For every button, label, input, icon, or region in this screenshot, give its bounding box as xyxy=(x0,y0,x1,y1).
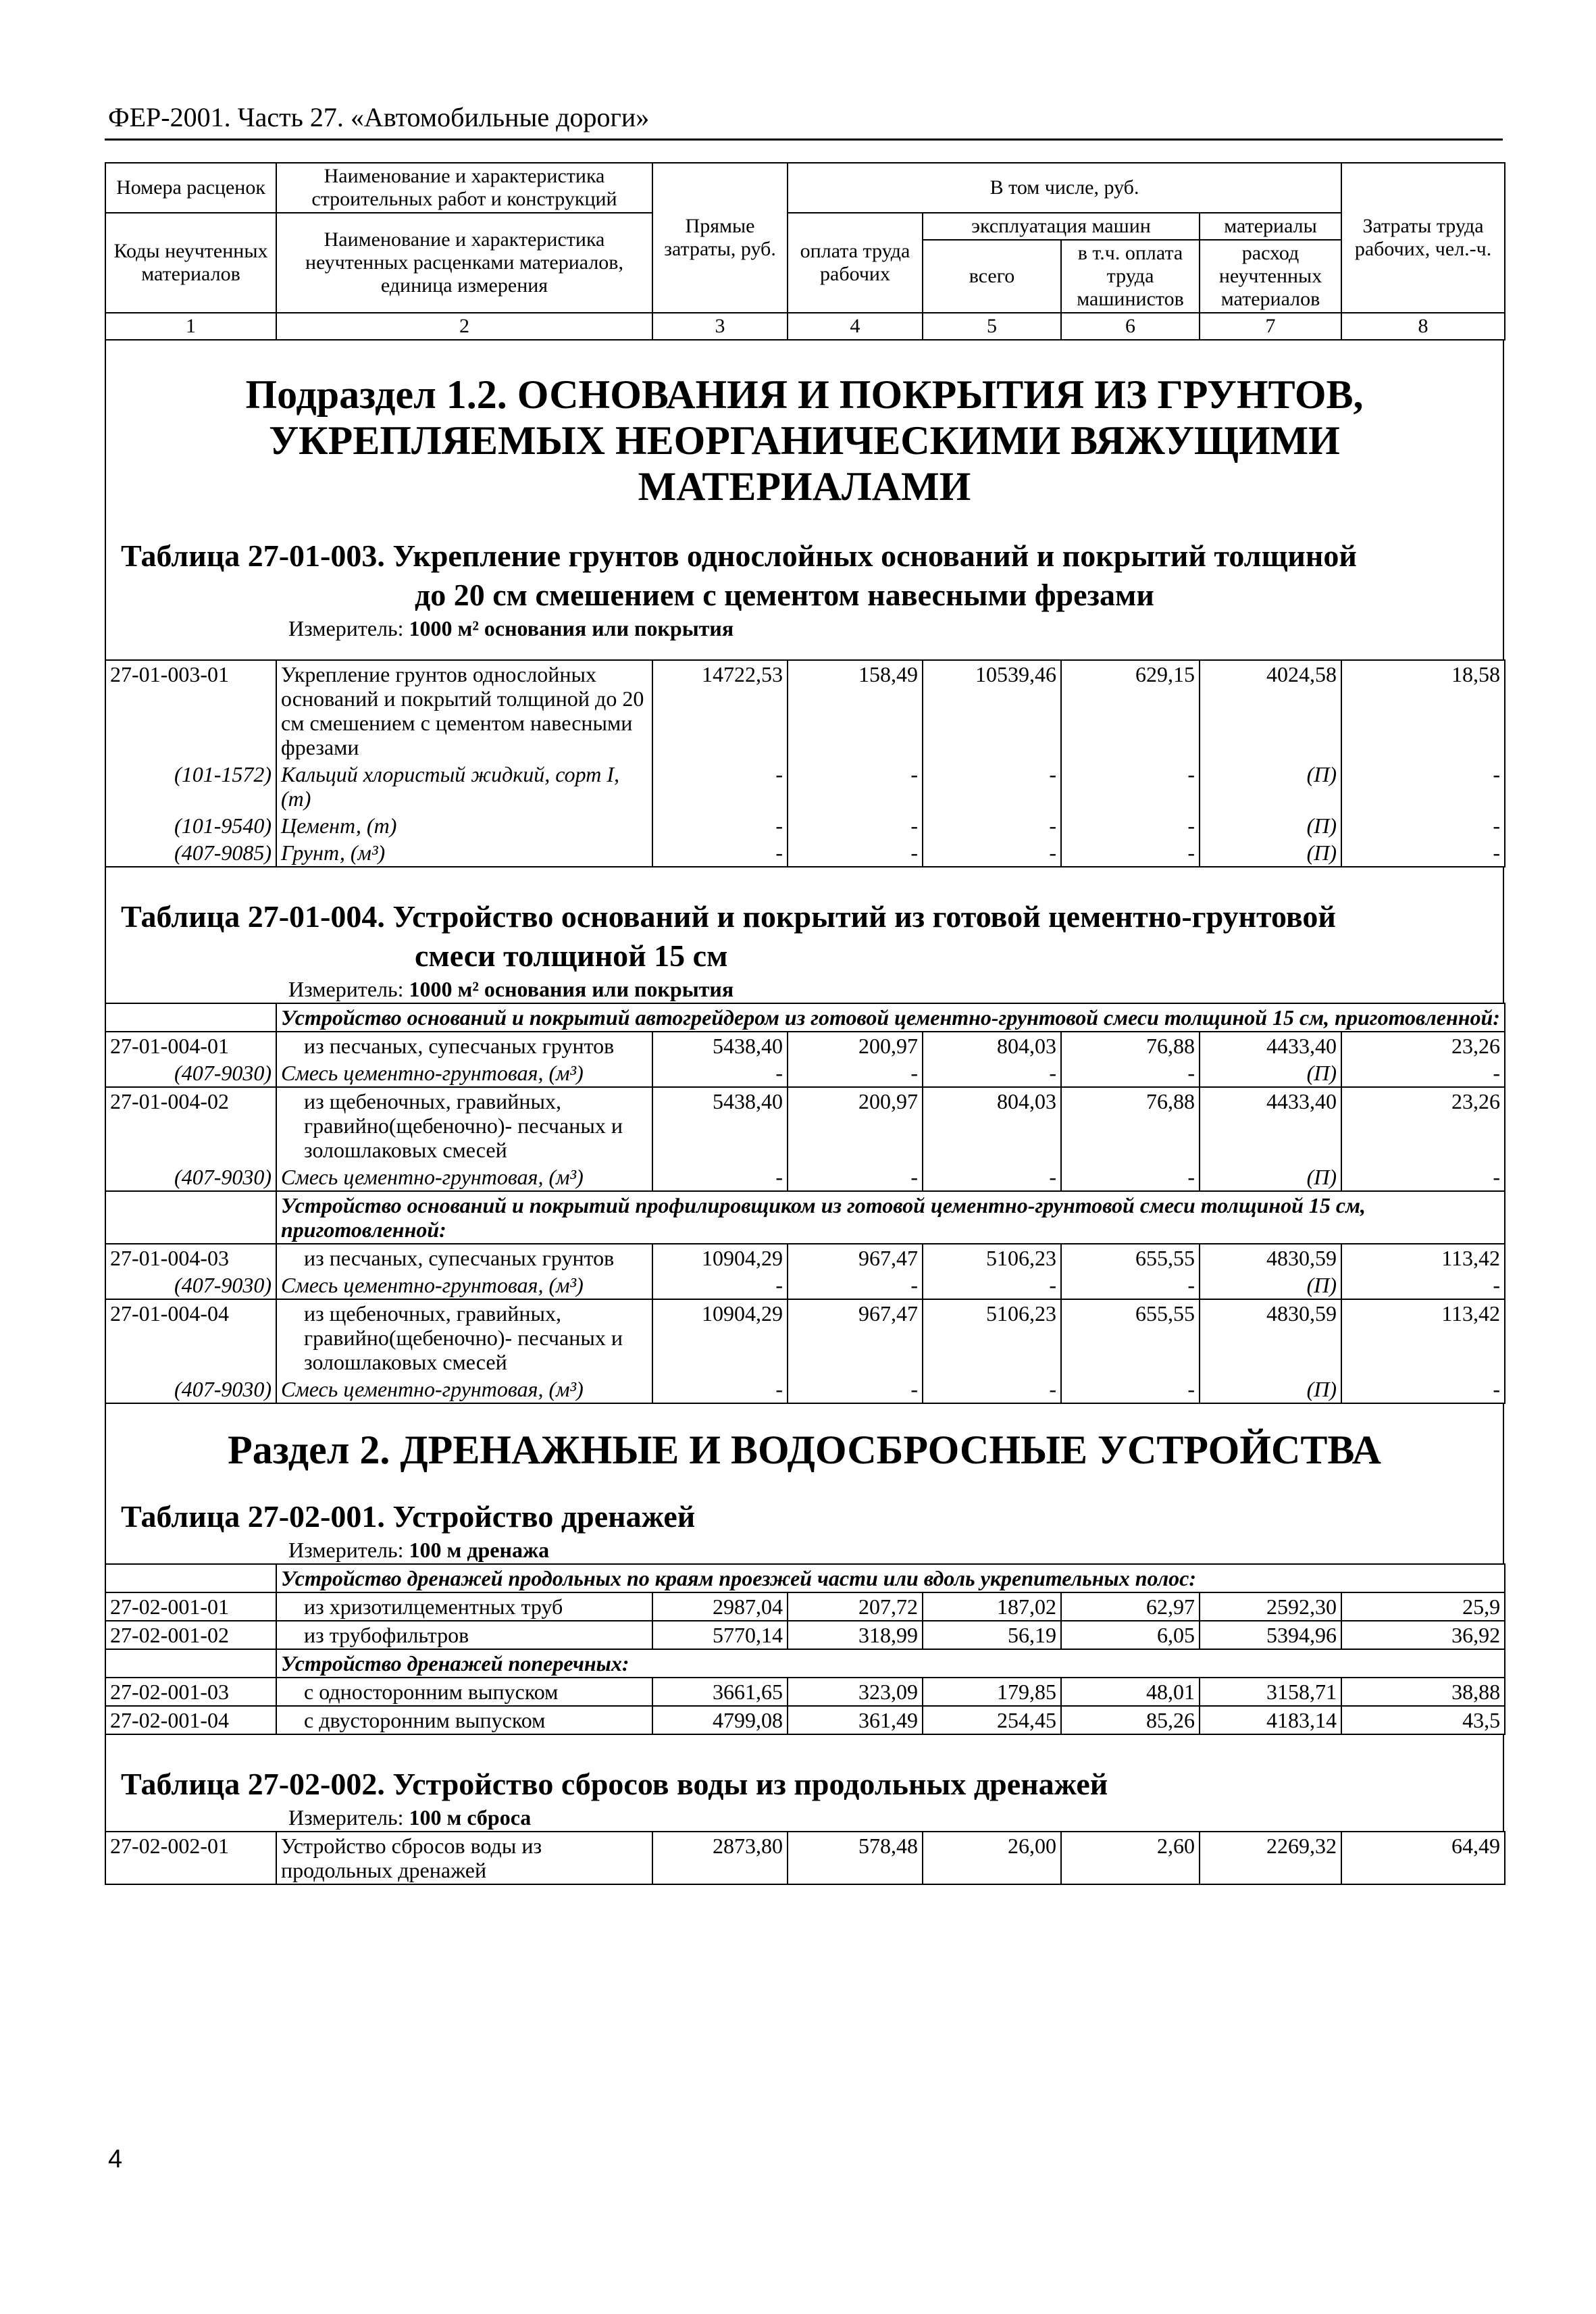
labor-hours: 43,5 xyxy=(1341,1706,1505,1734)
table-row xyxy=(105,1592,1505,1621)
materials-cost: 3158,71 xyxy=(1200,1678,1341,1706)
material-name: Цемент, (т) xyxy=(276,812,652,839)
machines-total: 804,03 xyxy=(923,1087,1061,1163)
measure-line: Измеритель: 100 м сброса xyxy=(288,1805,532,1830)
dash: - xyxy=(923,812,1061,839)
table-row xyxy=(105,1621,1505,1649)
machinists-cost: 2,60 xyxy=(1061,1832,1200,1884)
dash: - xyxy=(1061,1272,1200,1299)
machines-total: 179,85 xyxy=(923,1678,1061,1706)
col1-bottom-header: Коды неучтенных материалов xyxy=(105,213,276,313)
dash: - xyxy=(1341,1272,1505,1299)
machines-total: 56,19 xyxy=(923,1621,1061,1649)
direct-cost: 5438,40 xyxy=(652,1032,788,1059)
col-number: 7 xyxy=(1200,313,1341,340)
rate-code: 27-02-001-02 xyxy=(105,1621,276,1649)
rate-name: с двусторонним выпуском xyxy=(276,1706,652,1734)
dash: - xyxy=(788,1059,923,1087)
table-27-02-001 xyxy=(105,1563,1505,1735)
group-header: В том числе, руб. xyxy=(788,163,1341,213)
machines-total: 26,00 xyxy=(923,1832,1061,1884)
table-27-01-004 xyxy=(105,1003,1505,1404)
unaccounted-mark: (П) xyxy=(1200,1163,1341,1191)
dash: - xyxy=(652,1059,788,1087)
dash: - xyxy=(788,761,923,812)
machines-total: 5106,23 xyxy=(923,1299,1061,1376)
col-number: 5 xyxy=(923,313,1061,340)
dash: - xyxy=(652,1272,788,1299)
labor-cost: 200,97 xyxy=(788,1087,923,1163)
rate-name: из песчаных, супесчаных грунтов xyxy=(276,1032,652,1059)
material-code: (407-9030) xyxy=(105,1272,276,1299)
material-code: (101-1572) xyxy=(105,761,276,812)
material-name: Смесь цементно-грунтовая, (м³) xyxy=(276,1059,652,1087)
table-row xyxy=(105,660,1505,761)
col4-header: оплата труда рабочих xyxy=(788,213,923,313)
dash: - xyxy=(1341,839,1505,867)
labor-hours: 23,26 xyxy=(1341,1087,1505,1163)
dash: - xyxy=(1341,1376,1505,1403)
material-row xyxy=(105,1376,1505,1403)
machinists-cost: 655,55 xyxy=(1061,1299,1200,1376)
header-rule xyxy=(105,139,1503,141)
labor-hours: 36,92 xyxy=(1341,1621,1505,1649)
materials-cost: 4024,58 xyxy=(1200,660,1341,761)
empty-cell xyxy=(105,1564,276,1592)
table-heading-block xyxy=(105,1735,1504,1831)
materials-cost: 4830,59 xyxy=(1200,1244,1341,1272)
rate-name: Устройство сбросов воды из продольных дренажей xyxy=(276,1832,652,1884)
labor-cost: 200,97 xyxy=(788,1032,923,1059)
col-number: 4 xyxy=(788,313,923,340)
rate-name: из песчаных, супесчаных грунтов xyxy=(276,1244,652,1272)
table-row xyxy=(105,1706,1505,1734)
group-caption: Устройство дренажей продольных по краям проезжей части или вдоль укрепительных полос: xyxy=(276,1564,1505,1592)
table-27-01-003 xyxy=(105,659,1505,867)
materials-cost: 4433,40 xyxy=(1200,1087,1341,1163)
direct-cost: 3661,65 xyxy=(652,1678,788,1706)
rate-code: 27-01-004-03 xyxy=(105,1244,276,1272)
materials-cost: 5394,96 xyxy=(1200,1621,1341,1649)
rate-code: 27-01-004-02 xyxy=(105,1087,276,1163)
material-code: (407-9030) xyxy=(105,1163,276,1191)
labor-hours: 113,42 xyxy=(1341,1299,1505,1376)
materials-cost: 2592,30 xyxy=(1200,1592,1341,1621)
machinists-cost: 48,01 xyxy=(1061,1678,1200,1706)
materials-header: материалы xyxy=(1200,213,1341,240)
group-row xyxy=(105,1649,1505,1678)
table-row xyxy=(105,1678,1505,1706)
column-header-table xyxy=(105,162,1505,341)
material-name: Смесь цементно-грунтовая, (м³) xyxy=(276,1163,652,1191)
labor-cost: 967,47 xyxy=(788,1244,923,1272)
col-number: 3 xyxy=(652,313,788,340)
col7-header: расход неучтенных материалов xyxy=(1200,240,1341,313)
rate-name: с односторонним выпуском xyxy=(276,1678,652,1706)
labor-cost: 967,47 xyxy=(788,1299,923,1376)
machines-header: эксплуатация машин xyxy=(923,213,1200,240)
rate-code: 27-02-001-04 xyxy=(105,1706,276,1734)
machinists-cost: 62,97 xyxy=(1061,1592,1200,1621)
col-number: 2 xyxy=(276,313,652,340)
labor-cost: 323,09 xyxy=(788,1678,923,1706)
dash: - xyxy=(652,1163,788,1191)
rate-code: 27-01-003-01 xyxy=(105,660,276,761)
table-row xyxy=(105,1299,1505,1376)
table-row xyxy=(105,1087,1505,1163)
labor-cost: 361,49 xyxy=(788,1706,923,1734)
rate-name: из щебеночных, гравийных, гравийно(щебеночно)- песчаных и золошлаковых смесей xyxy=(276,1299,652,1376)
dash: - xyxy=(788,839,923,867)
labor-cost: 207,72 xyxy=(788,1592,923,1621)
dash: - xyxy=(1061,1376,1200,1403)
material-name: Кальций хлористый жидкий, сорт I, (т) xyxy=(276,761,652,812)
dash: - xyxy=(923,761,1061,812)
table-row xyxy=(105,1244,1505,1272)
materials-cost: 2269,32 xyxy=(1200,1832,1341,1884)
rate-name: из хризотилцементных труб xyxy=(276,1592,652,1621)
direct-cost: 10904,29 xyxy=(652,1244,788,1272)
dash: - xyxy=(923,1163,1061,1191)
labor-hours: 64,49 xyxy=(1341,1832,1505,1884)
dash: - xyxy=(788,1376,923,1403)
dash: - xyxy=(1061,1059,1200,1087)
col1-top-header: Номера расценок xyxy=(105,163,276,213)
empty-cell xyxy=(105,1191,276,1244)
labor-hours: 23,26 xyxy=(1341,1032,1505,1059)
material-row xyxy=(105,839,1505,867)
col5-header: всего xyxy=(923,240,1061,313)
dash: - xyxy=(923,839,1061,867)
unaccounted-mark: (П) xyxy=(1200,812,1341,839)
machines-total: 5106,23 xyxy=(923,1244,1061,1272)
dash: - xyxy=(923,1376,1061,1403)
table-row xyxy=(105,1832,1505,1884)
machinists-cost: 629,15 xyxy=(1061,660,1200,761)
direct-cost: 10904,29 xyxy=(652,1299,788,1376)
rate-name: из щебеночных, гравийных, гравийно(щебеночно)- песчаных и золошлаковых смесей xyxy=(276,1087,652,1163)
rate-name: из трубофильтров xyxy=(276,1621,652,1649)
materials-cost: 4433,40 xyxy=(1200,1032,1341,1059)
rate-code: 27-01-004-01 xyxy=(105,1032,276,1059)
labor-hours: 113,42 xyxy=(1341,1244,1505,1272)
section-block xyxy=(105,1404,1504,1563)
unaccounted-mark: (П) xyxy=(1200,1272,1341,1299)
measure-line: Измеритель: 1000 м² основания или покрытия xyxy=(288,977,734,1001)
material-row xyxy=(105,812,1505,839)
empty-cell xyxy=(105,1649,276,1678)
page-number: 4 xyxy=(108,2145,123,2173)
material-row xyxy=(105,1272,1505,1299)
materials-cost: 4183,14 xyxy=(1200,1706,1341,1734)
material-name: Грунт, (м³) xyxy=(276,839,652,867)
group-caption: Устройство оснований и покрытий профилировщиком из готовой цементно-грунтовой смеси толщиной 15 см, приготовленной: xyxy=(276,1191,1505,1244)
material-code: (407-9030) xyxy=(105,1059,276,1087)
material-name: Смесь цементно-грунтовая, (м³) xyxy=(276,1376,652,1403)
measure-line: Измеритель: 100 м дренажа xyxy=(288,1538,550,1562)
dash: - xyxy=(652,812,788,839)
col-number: 1 xyxy=(105,313,276,340)
machinists-cost: 6,05 xyxy=(1061,1621,1200,1649)
machines-total: 254,45 xyxy=(923,1706,1061,1734)
direct-cost: 5770,14 xyxy=(652,1621,788,1649)
section-title: Раздел 2. ДРЕНАЖНЫЕ И ВОДОСБРОСНЫЕ УСТРОЙСТВА xyxy=(228,1428,1381,1472)
machinists-cost: 655,55 xyxy=(1061,1244,1200,1272)
machinists-cost: 76,88 xyxy=(1061,1087,1200,1163)
labor-hours: 18,58 xyxy=(1341,660,1505,761)
direct-cost: 5438,40 xyxy=(652,1087,788,1163)
material-row xyxy=(105,761,1505,812)
col2-top-header: Наименование и характеристика строительных работ и конструкций xyxy=(276,163,652,213)
dash: - xyxy=(788,1272,923,1299)
group-row xyxy=(105,1003,1505,1032)
material-row xyxy=(105,1059,1505,1087)
machines-total: 10539,46 xyxy=(923,660,1061,761)
rate-code: 27-02-001-01 xyxy=(105,1592,276,1621)
document-body xyxy=(105,162,1504,1885)
dash: - xyxy=(1341,812,1505,839)
direct-cost: 4799,08 xyxy=(652,1706,788,1734)
unaccounted-mark: (П) xyxy=(1200,1059,1341,1087)
dash: - xyxy=(1341,1163,1505,1191)
group-row xyxy=(105,1191,1505,1244)
material-code: (407-9085) xyxy=(105,839,276,867)
machines-total: 804,03 xyxy=(923,1032,1061,1059)
dash: - xyxy=(1061,812,1200,839)
table-row xyxy=(105,1032,1505,1059)
group-caption: Устройство оснований и покрытий автогрейдером из готовой цементно-грунтовой смеси толщиной 15 см, приготовленной: xyxy=(276,1003,1505,1032)
rate-code: 27-01-004-04 xyxy=(105,1299,276,1376)
rate-code: 27-02-001-03 xyxy=(105,1678,276,1706)
dash: - xyxy=(652,1376,788,1403)
dash: - xyxy=(1061,761,1200,812)
machinists-cost: 85,26 xyxy=(1061,1706,1200,1734)
unaccounted-mark: (П) xyxy=(1200,761,1341,812)
dash: - xyxy=(923,1272,1061,1299)
table-27-02-002 xyxy=(105,1831,1505,1885)
subsection-block xyxy=(105,341,1504,659)
group-row xyxy=(105,1564,1505,1592)
machines-total: 187,02 xyxy=(923,1592,1061,1621)
subsection-title: Подраздел 1.2. ОСНОВАНИЯ И ПОКРЫТИЯ ИЗ ГРУНТОВ, УКРЕПЛЯЕМЫХ НЕОРГАНИЧЕСКИМИ ВЯЖУЩИМИ МАТЕРИАЛАМИ xyxy=(245,372,1364,509)
material-name: Смесь цементно-грунтовая, (м³) xyxy=(276,1272,652,1299)
labor-hours: 38,88 xyxy=(1341,1678,1505,1706)
machinists-cost: 76,88 xyxy=(1061,1032,1200,1059)
rate-name: Укрепление грунтов однослойных оснований и покрытий толщиной до 20 см смешением с цементом навесными фрезами xyxy=(276,660,652,761)
dash: - xyxy=(788,812,923,839)
unaccounted-mark: (П) xyxy=(1200,1376,1341,1403)
page-header: ФЕР-2001. Часть 27. «Автомобильные дороги» xyxy=(108,102,650,132)
rate-code: 27-02-002-01 xyxy=(105,1832,276,1884)
dash: - xyxy=(1061,839,1200,867)
col8-header: Затраты труда рабочих, чел.-ч. xyxy=(1341,163,1505,313)
dash: - xyxy=(652,839,788,867)
table-title: Таблица 27-02-001. Устройство дренажей xyxy=(121,1499,696,1534)
col-number: 6 xyxy=(1061,313,1200,340)
direct-cost: 2987,04 xyxy=(652,1592,788,1621)
material-row xyxy=(105,1163,1505,1191)
col3-header: Прямые затраты, руб. xyxy=(652,163,788,313)
col-number: 8 xyxy=(1341,313,1505,340)
dash: - xyxy=(788,1163,923,1191)
materials-cost: 4830,59 xyxy=(1200,1299,1341,1376)
dash: - xyxy=(1341,1059,1505,1087)
dash: - xyxy=(652,761,788,812)
table-title: Таблица 27-01-003. Укрепление грунтов однослойных оснований и покрытий толщиной до 20 см смешением с цементом навесными фрезами xyxy=(121,538,1357,612)
dash: - xyxy=(1061,1163,1200,1191)
col6-header: в т.ч. оплата труда машинистов xyxy=(1061,240,1200,313)
labor-hours: 25,9 xyxy=(1341,1592,1505,1621)
material-code: (101-9540) xyxy=(105,812,276,839)
table-heading-block xyxy=(105,867,1504,1003)
dash: - xyxy=(1341,761,1505,812)
unaccounted-mark: (П) xyxy=(1200,839,1341,867)
col2-bottom-header: Наименование и характеристика неучтенных расценками материалов, единица измерения xyxy=(276,213,652,313)
direct-cost: 14722,53 xyxy=(652,660,788,761)
table-title: Таблица 27-02-002. Устройство сбросов воды из продольных дренажей xyxy=(121,1767,1108,1801)
group-caption: Устройство дренажей поперечных: xyxy=(276,1649,1505,1678)
dash: - xyxy=(923,1059,1061,1087)
labor-cost: 318,99 xyxy=(788,1621,923,1649)
direct-cost: 2873,80 xyxy=(652,1832,788,1884)
material-code: (407-9030) xyxy=(105,1376,276,1403)
measure-line: Измеритель: 1000 м² основания или покрытия xyxy=(288,616,734,640)
empty-cell xyxy=(105,1003,276,1032)
table-title: Таблица 27-01-004. Устройство оснований и покрытий из готовой цементно-грунтовой смеси толщиной 15 см xyxy=(121,899,1336,973)
labor-cost: 578,48 xyxy=(788,1832,923,1884)
labor-cost: 158,49 xyxy=(788,660,923,761)
